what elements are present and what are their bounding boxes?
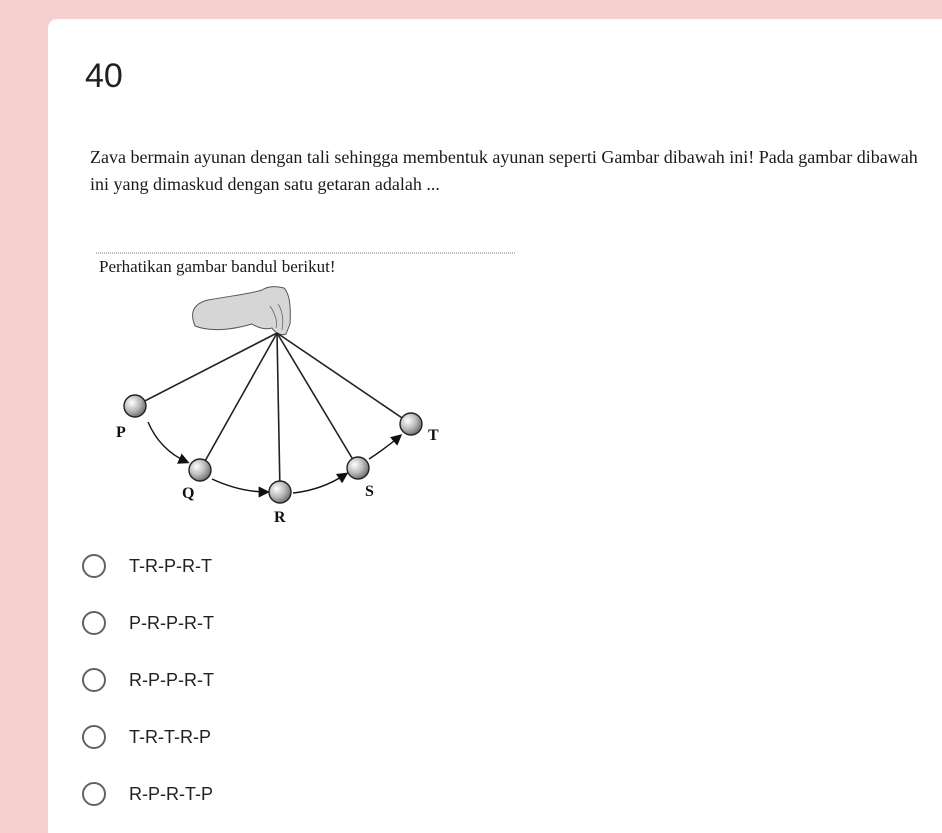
label-t: T: [428, 427, 439, 444]
label-s: S: [365, 483, 374, 500]
ball-s: [347, 457, 369, 479]
arrow-q-r: [212, 479, 267, 492]
radio-button[interactable]: [82, 782, 106, 806]
ball-p: [124, 395, 146, 417]
pendulum-figure: [90, 246, 520, 541]
radio-button[interactable]: [82, 611, 106, 635]
arrow-r-s: [293, 474, 346, 493]
ball-q: [189, 459, 211, 481]
radio-button[interactable]: [82, 725, 106, 749]
ball-t: [400, 413, 422, 435]
arrow-p-q: [148, 422, 187, 462]
option-2[interactable]: [82, 608, 214, 638]
radio-button[interactable]: [82, 554, 106, 578]
option-3[interactable]: [82, 665, 214, 695]
question-number: 40: [85, 57, 123, 95]
hand-icon: [193, 287, 291, 335]
label-q: Q: [182, 485, 195, 502]
option-label: T-R-P-R-T: [129, 555, 212, 576]
string-t: [277, 333, 411, 424]
figure-caption: Perhatikan gambar bandul berikut!: [99, 257, 336, 276]
string-s: [277, 333, 358, 468]
option-label: R-P-P-R-T: [129, 669, 214, 690]
option-label: T-R-T-R-P: [129, 726, 211, 747]
string-r: [277, 333, 280, 492]
pendulum-diagram: [90, 246, 520, 536]
option-1[interactable]: [82, 551, 212, 581]
option-4[interactable]: [82, 722, 211, 752]
option-label: P-R-P-R-T: [129, 612, 214, 633]
arrow-s-t: [369, 436, 400, 459]
radio-button[interactable]: [82, 668, 106, 692]
label-r: R: [274, 509, 286, 526]
option-label: R-P-R-T-P: [129, 783, 213, 804]
question-text: Zava bermain ayunan dengan tali sehingga membentuk ayunan seperti Gambar dibawah ini! Pada gambar dibawah ini yang dimaskud dengan satu getaran adalah ...: [90, 147, 918, 194]
label-p: P: [116, 424, 126, 441]
ball-r: [269, 481, 291, 503]
option-5[interactable]: [82, 779, 213, 809]
